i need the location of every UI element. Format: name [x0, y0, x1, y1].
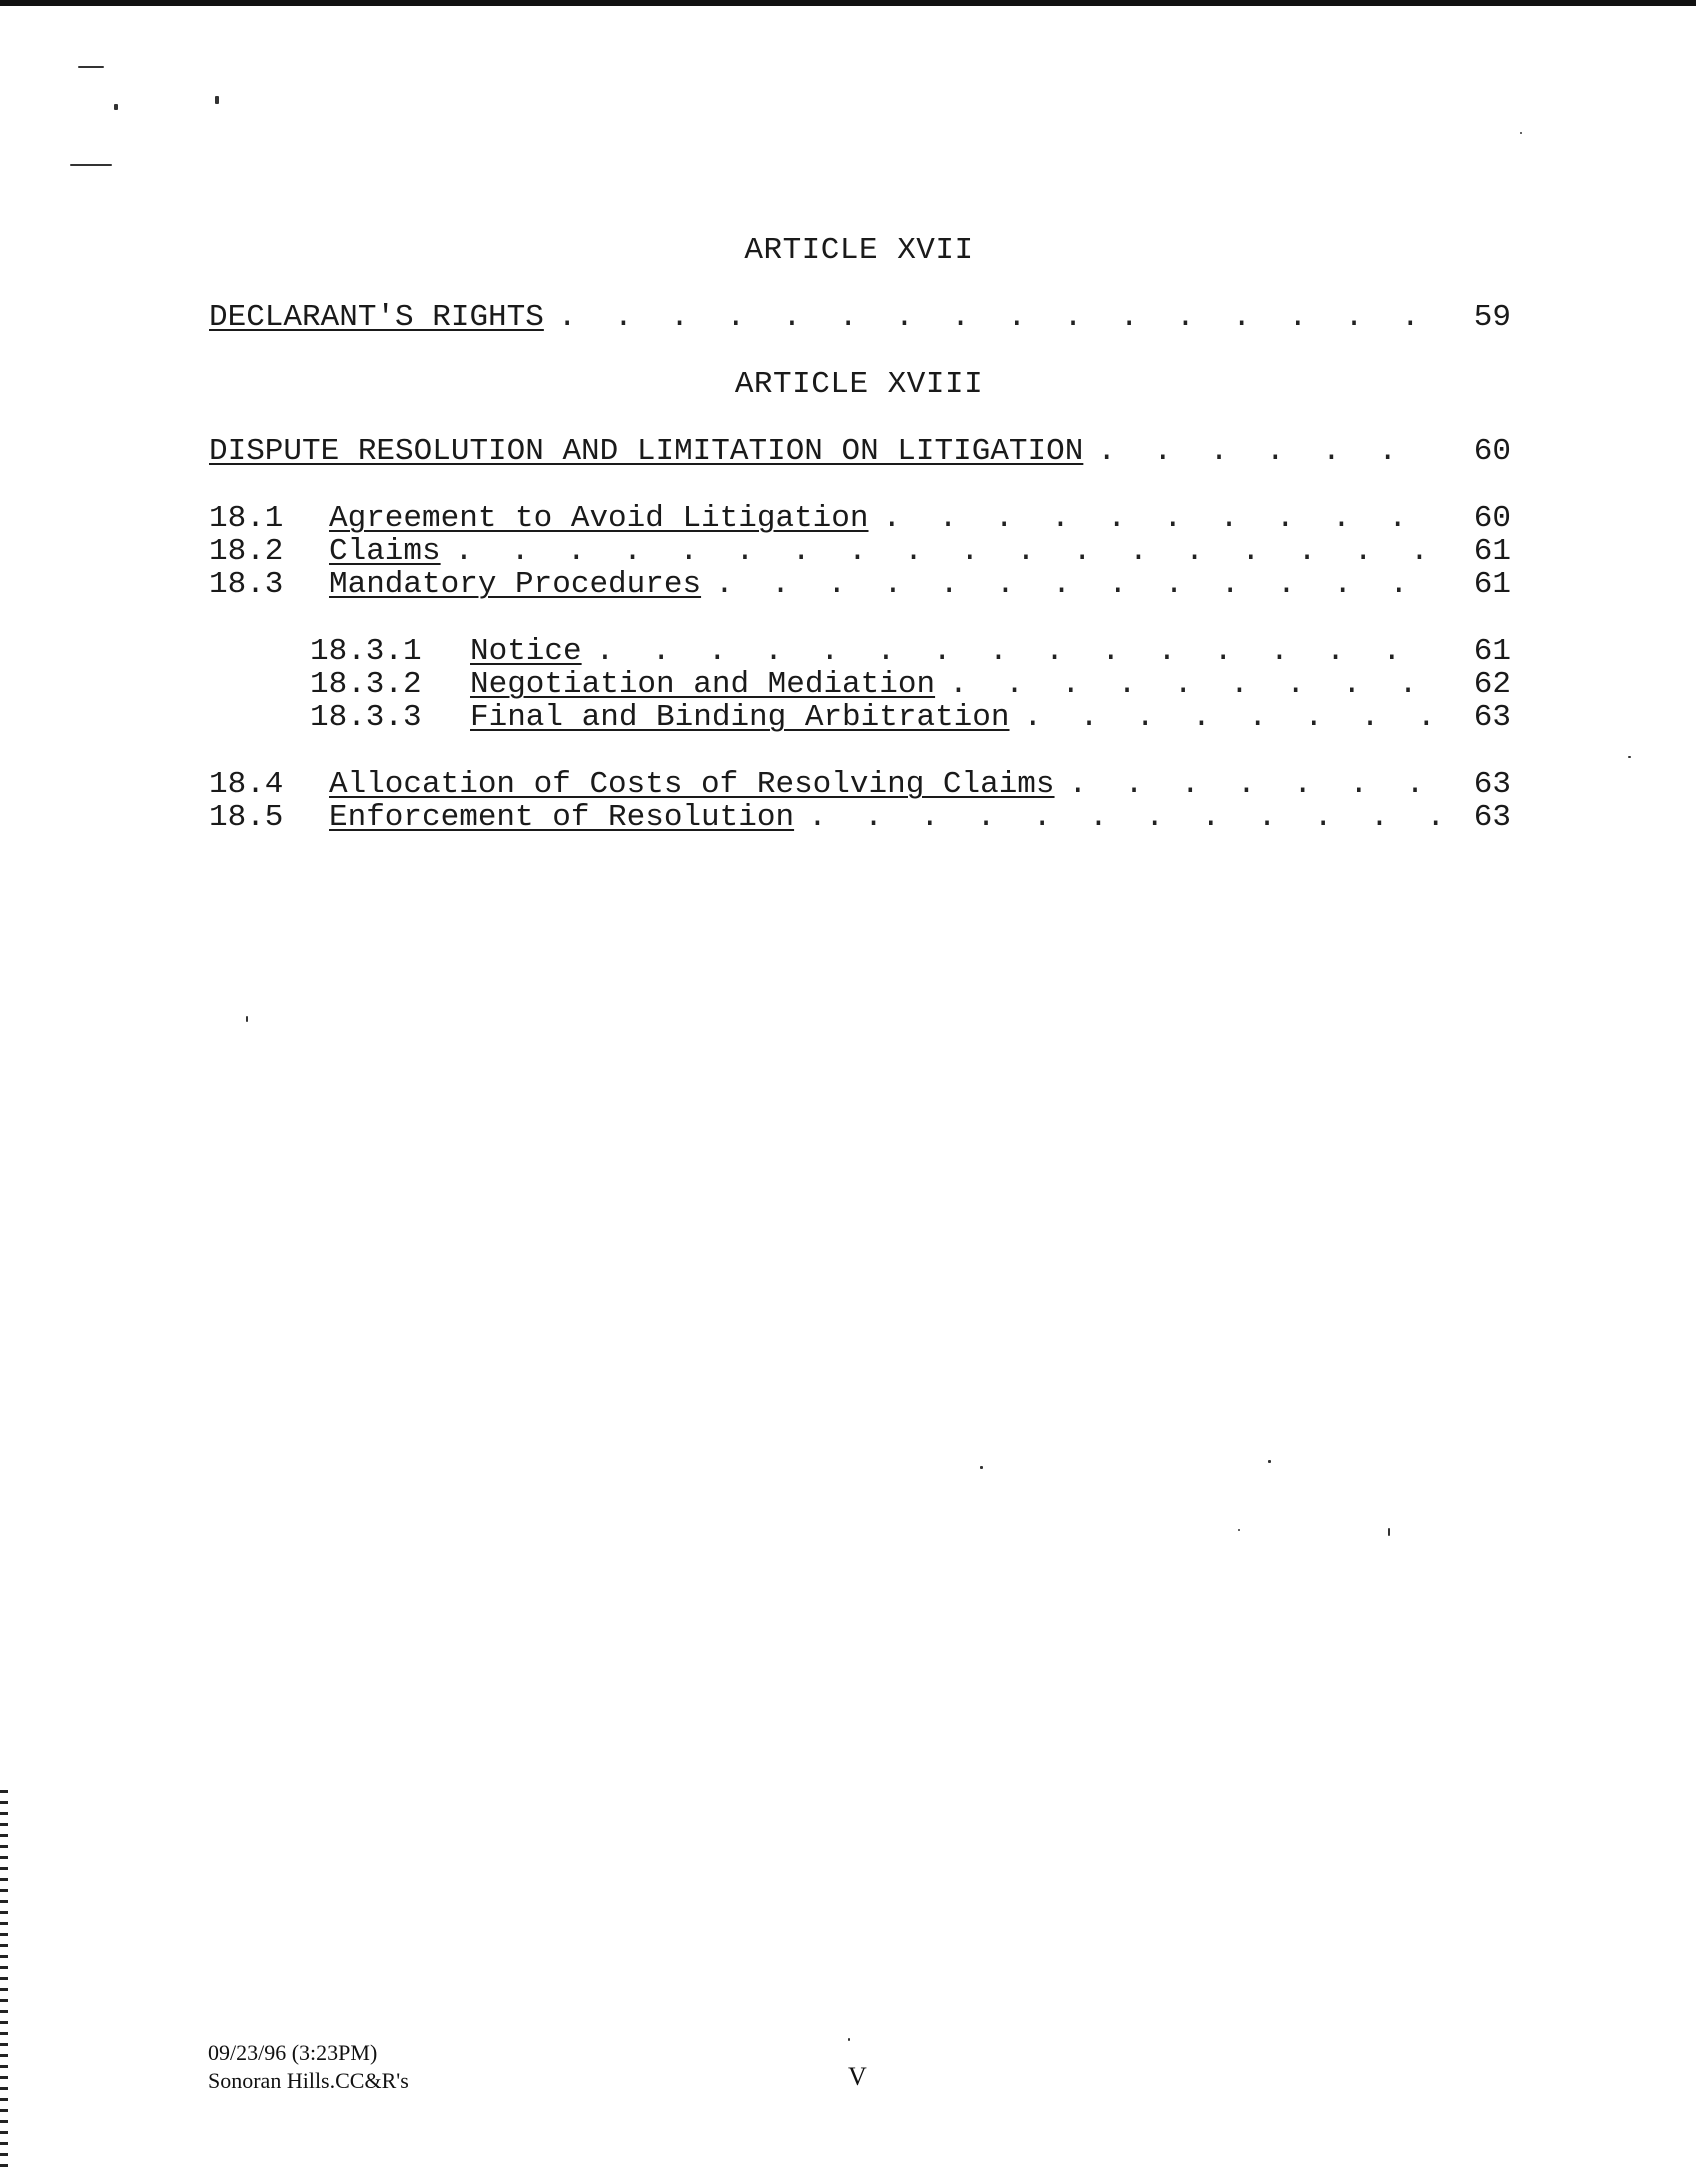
section-number: 18.4 — [209, 767, 284, 802]
toc-entry-title: Enforcement of Resolution — [329, 800, 795, 835]
article-heading: ARTICLE XVIII — [734, 367, 984, 402]
toc-entry-subsection[interactable] — [310, 667, 1511, 703]
dot-leader — [701, 567, 1439, 603]
toc-entry-section[interactable] — [209, 534, 1511, 570]
toc-entry-section[interactable] — [209, 501, 1511, 537]
scan-speck — [70, 164, 112, 166]
scan-speck — [848, 2038, 850, 2041]
toc-entry-page: 60 — [1473, 434, 1511, 469]
section-number: 18.3 — [209, 567, 284, 602]
toc-entry-page: 63 — [1473, 767, 1511, 802]
scan-speck — [215, 96, 219, 104]
scan-speck — [78, 66, 104, 68]
dot-leader — [582, 634, 1439, 670]
dot-leader — [794, 800, 1439, 836]
dot-leader — [1083, 434, 1439, 470]
toc-entry-article[interactable] — [209, 434, 1511, 470]
toc-entry-title: Notice — [470, 634, 582, 669]
dot-leader — [441, 534, 1439, 570]
scan-speck — [980, 1466, 983, 1469]
dot-leader — [1055, 767, 1439, 803]
dot-leader — [544, 300, 1439, 336]
toc-entry-title: Final and Binding Arbitration — [470, 700, 1010, 735]
toc-entry-page: 61 — [1473, 567, 1511, 602]
toc-entry-page: 61 — [1473, 534, 1511, 569]
toc-entry-page: 61 — [1473, 634, 1511, 669]
scan-speck — [114, 104, 118, 110]
section-number: 18.1 — [209, 501, 284, 536]
toc-entry-title: DISPUTE RESOLUTION AND LIMITATION ON LITIGATION — [209, 434, 1084, 469]
dot-leader — [869, 501, 1440, 537]
toc-entry-page: 63 — [1473, 800, 1511, 835]
subsection-number: 18.3.3 — [310, 700, 422, 735]
toc-entry-title: Claims — [329, 534, 441, 569]
toc-entry-title: Agreement to Avoid Litigation — [329, 501, 869, 536]
subsection-number: 18.3.2 — [310, 667, 422, 702]
scan-speck — [246, 1016, 248, 1022]
toc-entry-subsection[interactable] — [310, 634, 1511, 670]
toc-entry-article[interactable] — [209, 300, 1511, 336]
scan-speck — [1520, 132, 1522, 134]
dot-leader — [1010, 700, 1440, 736]
toc-entry-section[interactable] — [209, 800, 1511, 836]
toc-entry-page: 63 — [1473, 700, 1511, 735]
toc-entry-title: Negotiation and Mediation — [470, 667, 936, 702]
section-number: 18.5 — [209, 800, 284, 835]
article-heading: ARTICLE XVII — [744, 233, 974, 268]
scan-speck — [1388, 1528, 1390, 1536]
scan-speck — [1238, 1529, 1240, 1531]
toc-entry-title: Allocation of Costs of Resolving Claims — [329, 767, 1055, 802]
toc-entry-title: Mandatory Procedures — [329, 567, 702, 602]
toc-entry-page: 62 — [1473, 667, 1511, 702]
section-number: 18.2 — [209, 534, 284, 569]
footer-date: 09/23/96 (3:23PM) — [208, 2040, 378, 2065]
subsection-number: 18.3.1 — [310, 634, 422, 669]
toc-entry-subsection[interactable] — [310, 700, 1511, 736]
toc-entry-page: 59 — [1473, 300, 1511, 335]
toc-entry-title: DECLARANT'S RIGHTS — [209, 300, 544, 335]
toc-entry-page: 60 — [1473, 501, 1511, 536]
toc-entry-section[interactable] — [209, 567, 1511, 603]
footer-page-number: V — [848, 2062, 867, 2091]
scan-speck — [1268, 1460, 1271, 1463]
toc-entry-section[interactable] — [209, 767, 1511, 803]
footer-document-name: Sonoran Hills.CC&R's — [208, 2068, 409, 2093]
dot-leader — [935, 667, 1439, 703]
scan-speck — [1628, 756, 1631, 758]
